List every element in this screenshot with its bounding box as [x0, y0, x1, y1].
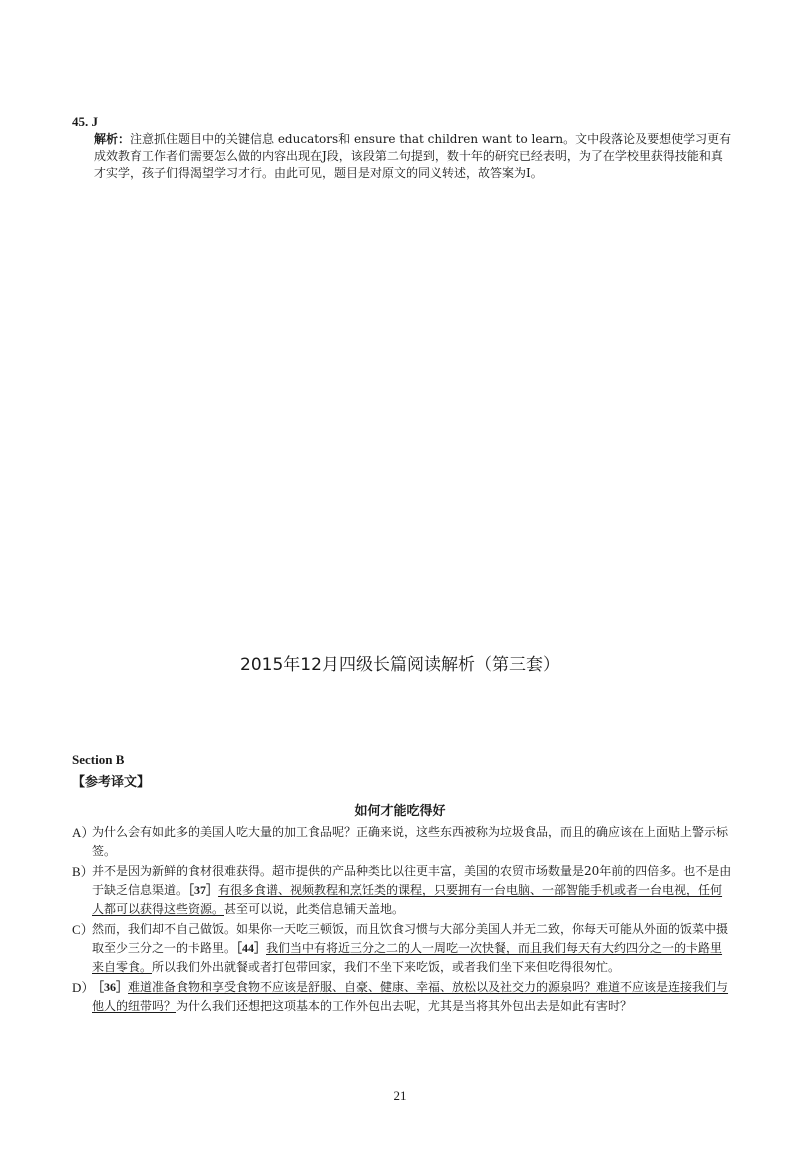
question-45-explanation: [94, 131, 732, 182]
paragraph-label: D）: [72, 980, 95, 995]
paragraph-text-pre: 并不是因为新鲜的食材很难获得。超市提供的产品种类比以往更丰富，美国的农贸市场数量是20年前的四倍多。也不是由于缺乏信息渠道。: [92, 864, 732, 897]
section-name: Section B: [72, 752, 125, 767]
paragraph-text-pre: 然而，我们却不自己做饭。如果你一天吃三顿饭，而且饮食习惯与大部分美国人并无二致，你每天可能从外面的饭菜中摄取至少三分之一的卡路里。: [92, 922, 729, 955]
question-45-number: 45. J: [72, 114, 98, 129]
paragraph-d: [72, 978, 732, 1016]
page-title: 2015年12月四级长篇阅读解析（第三套）: [240, 655, 560, 675]
underlined-answer: 难道准备食物和享受食物不应该是舒服、自豪、健康、幸福、放松以及社交力的源泉吗？难道不应该是连接我们与他人的纽带吗？: [92, 980, 729, 1013]
reference-translation-label: 【参考译文】: [72, 775, 151, 790]
underlined-answer: 有很多食谱、视频教程和烹饪类的课程，只要拥有一台电脑、一部智能手机或者一台电视，任何人都可以获得这些资源。: [92, 883, 723, 916]
question-tag: ［44］: [236, 941, 267, 955]
paragraph-text-post: 甚至可以说，此类信息铺天盖地。: [224, 902, 405, 916]
paragraph-text-post: 所以我们外出就餐或者打包带回家，我们不坐下来吃饭，或者我们坐下来但吃得很匆忙。: [152, 960, 621, 974]
question-tag: ［36］: [92, 980, 129, 994]
paragraph-c: [72, 920, 732, 977]
question-45-block: [72, 113, 732, 182]
paragraph-a: [72, 823, 732, 861]
paragraph-text: [92, 862, 732, 919]
paragraph-label: B）: [72, 864, 94, 879]
passage-heading: 如何才能吃得好: [354, 804, 446, 819]
paragraph-text: 为什么会有如此多的美国人吃大量的加工食品呢？正确来说，这些东西被称为垃圾食品，而且的确应该在上面贴上警示标签。: [92, 825, 729, 858]
paragraph-b: [72, 862, 732, 919]
explanation-text: 注意抓住题目中的关键信息 educators和 ensure that children want to learn。文中段落论及要想使学习更有成效教育工作者们需要怎么做的内容出现在J段，该段第二句提到，数十年的研究已经表明，为了在学校里获得技能和真才实学，孩子们得渴望学习才行。由此可见，题目是对原文的同义转述，故答案为I。: [94, 132, 732, 180]
question-tag: ［37］: [188, 883, 219, 897]
page-number: 21: [393, 1088, 407, 1103]
explanation-label: 解析：: [94, 132, 131, 146]
paragraph-text: [92, 920, 732, 977]
paragraph-text-post: 为什么我们还想把这项基本的工作外包出去呢，尤其是当将其外包出去是如此有害时？: [176, 999, 633, 1013]
passage-paragraphs: [72, 823, 732, 1017]
underlined-answer: 我们当中有将近三分之二的人一周吃一次快餐，而且我们每天有大约四分之一的卡路里来自零食。: [92, 941, 723, 974]
paragraph-label: A）: [72, 825, 95, 840]
paragraph-text: [92, 978, 732, 1016]
paragraph-label: C）: [72, 922, 94, 937]
